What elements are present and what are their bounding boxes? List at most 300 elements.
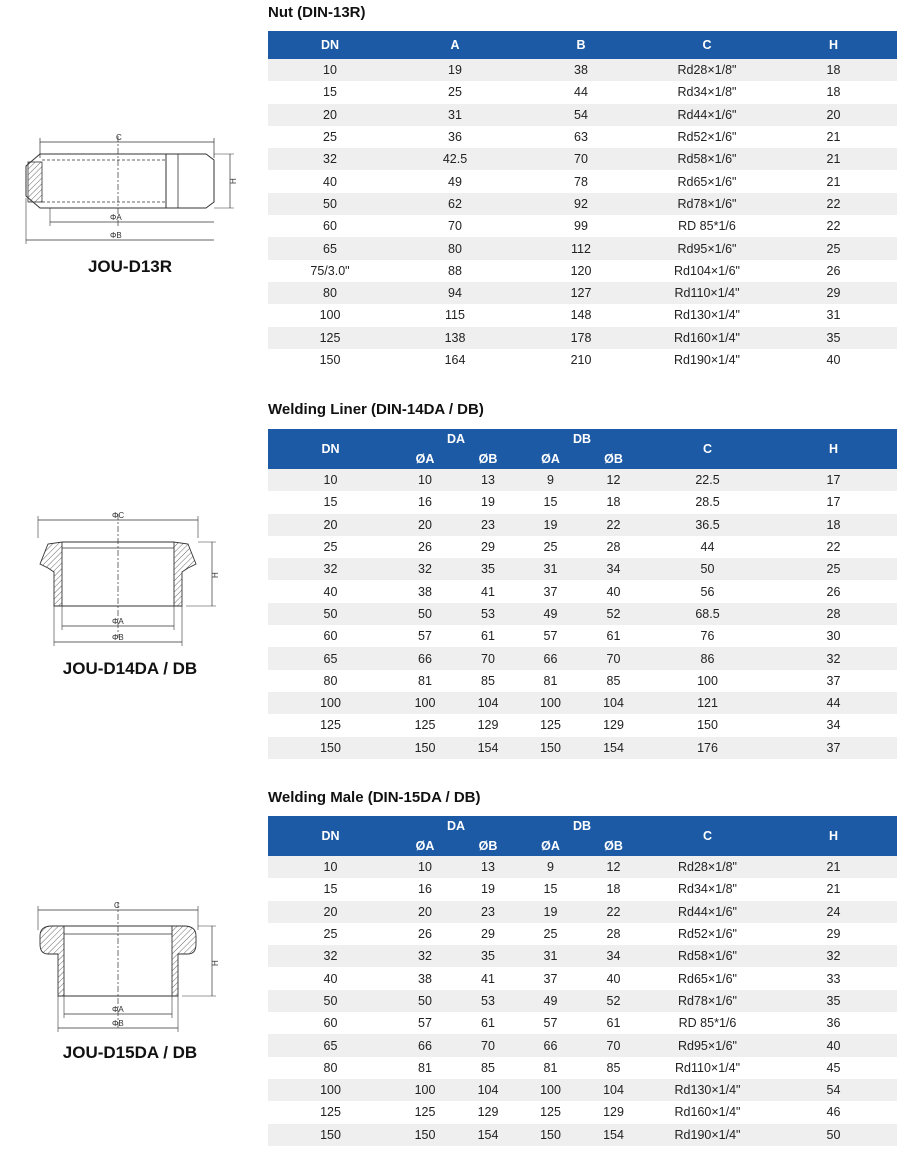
male-table-cell: 154 <box>457 1124 519 1146</box>
liner-table-row <box>268 670 897 692</box>
liner-table-cell: 100 <box>268 692 393 714</box>
nut-table-cell: 31 <box>826 308 841 323</box>
liner-table-cell: 32 <box>268 558 393 580</box>
male-table-cell: 50 <box>770 1124 897 1146</box>
male-part-label: JOU-D15DA / DB <box>62 1043 198 1062</box>
liner-table-cell: 40 <box>606 584 621 599</box>
male-col-da-oa: ØA <box>393 836 457 856</box>
male-dim-c-label: C <box>114 901 120 910</box>
liner-dim-b-label: ΦB <box>112 633 124 642</box>
liner-table-row <box>268 469 897 491</box>
liner-table-cell: 13 <box>457 469 519 491</box>
liner-table-cell: 60 <box>323 629 338 644</box>
male-table-cell: 66 <box>393 1034 457 1056</box>
liner-table-cell: 23 <box>457 514 519 536</box>
male-table-cell: 150 <box>519 1124 582 1146</box>
male-table-row <box>268 901 897 923</box>
liner-table-cell: 34 <box>582 558 645 580</box>
nut-table-row <box>268 304 897 326</box>
liner-table-cell: 70 <box>582 647 645 669</box>
liner-table-cell: 121 <box>645 692 770 714</box>
nut-table-cell: 32 <box>268 148 392 170</box>
liner-table-cell: 22 <box>582 514 645 536</box>
male-table-cell: 31 <box>519 945 582 967</box>
liner-table-cell: 85 <box>606 673 621 688</box>
liner-table-cell: 32 <box>393 558 457 580</box>
liner-dim-a-label: ΦA <box>112 617 124 626</box>
male-table-cell: 28 <box>606 927 621 942</box>
liner-table-row <box>268 514 897 536</box>
liner-table-cell: 44 <box>770 692 897 714</box>
liner-table-cell: 25 <box>770 558 897 580</box>
male-table-cell: 34 <box>582 945 645 967</box>
liner-table-cell: 150 <box>268 737 393 759</box>
liner-table-cell: 52 <box>582 603 645 625</box>
nut-table-cell: 18 <box>826 85 841 100</box>
male-table-cell: 150 <box>393 1124 457 1146</box>
nut-table-cell: Rd58×1/6" <box>644 148 770 170</box>
liner-col-da: DA <box>393 429 519 449</box>
liner-table-cell: 30 <box>826 629 841 644</box>
nut-table-cell: 150 <box>319 353 341 367</box>
nut-table-row <box>268 327 897 349</box>
male-table-cell: 21 <box>826 882 841 897</box>
liner-table-cell: 81 <box>418 673 432 688</box>
liner-table-row <box>268 491 897 513</box>
male-table-cell: Rd58×1/6" <box>645 945 770 967</box>
nut-part-label: JOU-D13R <box>87 257 173 276</box>
male-table-cell: 10 <box>268 856 393 878</box>
nut-table-cell: 18 <box>770 59 897 81</box>
nut-table-cell: 78 <box>574 174 588 189</box>
male-table-row <box>268 1012 897 1034</box>
liner-table-cell: 9 <box>519 469 582 491</box>
male-table-cell: 125 <box>414 1105 436 1120</box>
nut-table-cell: 26 <box>826 263 841 278</box>
liner-table-cell: 125 <box>414 718 436 733</box>
nut-table-cell: 36 <box>448 130 462 145</box>
male-col-dn: DN <box>268 816 393 856</box>
male-table-cell: 85 <box>606 1060 621 1075</box>
nut-table-row <box>268 260 897 282</box>
male-table-cell: 65 <box>268 1034 393 1056</box>
liner-table-cell: 154 <box>457 737 519 759</box>
liner-table-cell: 20 <box>393 514 457 536</box>
male-table-cell: 100 <box>393 1079 457 1101</box>
male-table-cell: 54 <box>770 1079 897 1101</box>
liner-table-cell: 80 <box>323 673 338 688</box>
nut-table-cell: 115 <box>445 308 465 323</box>
liner-table-cell: 17 <box>826 495 841 510</box>
nut-table-cell: 54 <box>518 104 644 126</box>
liner-table-cell: 176 <box>645 737 770 759</box>
male-table-row <box>268 990 897 1012</box>
liner-table-cell: 53 <box>457 603 519 625</box>
nut-table-cell: 10 <box>268 59 392 81</box>
male-table-cell: 100 <box>519 1079 582 1101</box>
male-table-cell: 40 <box>606 971 621 986</box>
liner-table-cell: 61 <box>606 629 621 644</box>
liner-col-db-ob: ØB <box>582 449 645 469</box>
male-table-cell: 21 <box>770 856 897 878</box>
male-table-cell: 33 <box>826 971 841 986</box>
nut-table-cell: Rd44×1/6" <box>644 104 770 126</box>
nut-table-cell: 112 <box>518 237 644 259</box>
nut-table-cell: Rd110×1/4" <box>644 282 770 304</box>
nut-table-cell: 80 <box>268 282 392 304</box>
male-table-cell: 70 <box>582 1034 645 1056</box>
nut-table-cell: 125 <box>268 327 392 349</box>
liner-table-cell: 50 <box>268 603 393 625</box>
male-table-cell: 25 <box>323 927 338 942</box>
nut-table-cell: 40 <box>323 174 337 189</box>
liner-col-db: DB <box>519 429 645 449</box>
nut-table-cell: 15 <box>323 85 337 100</box>
nut-table-cell: 65 <box>268 237 392 259</box>
nut-table-cell: 21 <box>826 130 841 145</box>
nut-table-cell: 20 <box>268 104 392 126</box>
nut-table-cell: 70 <box>518 148 644 170</box>
nut-dim-b-label: ΦB <box>110 231 122 240</box>
male-table-cell: 61 <box>606 1016 621 1031</box>
nut-table-cell: 138 <box>392 327 518 349</box>
male-table-cell: 85 <box>481 1060 495 1075</box>
liner-table-cell: 32 <box>770 647 897 669</box>
liner-table-cell: 10 <box>393 469 457 491</box>
nut-table-cell: 44 <box>574 85 588 100</box>
male-table-cell: Rd44×1/6" <box>645 901 770 923</box>
liner-table-cell: 25 <box>543 540 558 555</box>
male-table-cell: 10 <box>393 856 457 878</box>
liner-table-cell: 100 <box>519 692 582 714</box>
liner-table-cell: 40 <box>323 584 338 599</box>
male-table-cell: 19 <box>481 882 495 897</box>
male-col-h: H <box>770 816 897 856</box>
male-table-cell: 129 <box>603 1105 624 1120</box>
nut-table-cell: 99 <box>574 219 588 234</box>
male-section-title: Welding Male (DIN-15DA / DB) <box>268 789 481 806</box>
male-table-cell: 57 <box>418 1016 432 1031</box>
male-col-c: C <box>645 816 770 856</box>
nut-table-cell: 25 <box>770 237 897 259</box>
nut-table-cell: Rd160×1/4" <box>644 327 770 349</box>
liner-dim-c-label: ΦC <box>112 511 125 520</box>
male-table-cell: 9 <box>519 856 582 878</box>
nut-table-row <box>268 59 897 81</box>
liner-table-cell: 19 <box>481 495 495 510</box>
nut-table-cell: RD 85*1/6 <box>678 219 736 234</box>
liner-col-h: H <box>770 429 897 469</box>
liner-table-cell: 29 <box>481 540 495 555</box>
nut-table-cell: 31 <box>392 104 518 126</box>
liner-table-cell: 31 <box>519 558 582 580</box>
male-table-cell: Rd130×1/4" <box>645 1079 770 1101</box>
nut-table-cell: 120 <box>570 263 592 278</box>
liner-table-cell: 154 <box>582 737 645 759</box>
nut-table-cell: 22 <box>826 219 841 234</box>
liner-table-cell: 37 <box>770 737 897 759</box>
male-table-cell: 36 <box>826 1016 841 1031</box>
male-table-row <box>268 1124 897 1146</box>
nut-table-cell: 100 <box>319 308 341 323</box>
nut-table-cell: 35 <box>770 327 897 349</box>
liner-table-cell: 66 <box>519 647 582 669</box>
male-table-cell: 57 <box>543 1016 558 1031</box>
male-table-cell: 154 <box>582 1124 645 1146</box>
male-table-cell: 150 <box>268 1124 393 1146</box>
nut-table-row <box>268 170 897 192</box>
male-table-cell: 104 <box>457 1079 519 1101</box>
nut-table-cell: 164 <box>444 353 466 367</box>
nut-dim-a-label: ΦA <box>110 213 122 222</box>
nut-table-row <box>268 349 897 371</box>
male-table-row <box>268 1057 897 1079</box>
nut-table-cell: 80 <box>392 237 518 259</box>
nut-drawing <box>18 128 248 248</box>
liner-table-cell: 81 <box>543 673 558 688</box>
liner-table-cell: 26 <box>826 584 841 599</box>
liner-table-cell: 125 <box>320 718 341 733</box>
liner-col-dn: DN <box>268 429 393 469</box>
male-table-cell: 45 <box>826 1060 841 1075</box>
nut-table-cell: 21 <box>826 174 841 189</box>
liner-table-cell: 50 <box>393 603 457 625</box>
nut-table-cell: Rd95×1/6" <box>644 237 770 259</box>
liner-table-cell: 61 <box>481 629 495 644</box>
male-table-cell: Rd78×1/6" <box>645 990 770 1012</box>
male-table-cell: Rd65×1/6" <box>678 971 737 986</box>
male-table-row <box>268 856 897 878</box>
liner-section-title: Welding Liner (DIN-14DA / DB) <box>268 401 484 418</box>
nut-table-cell: 178 <box>518 327 644 349</box>
male-col-db: DB <box>519 816 645 836</box>
male-table-cell: 32 <box>268 945 393 967</box>
male-col-db-ob: ØB <box>582 836 645 856</box>
nut-table-cell: 127 <box>518 282 644 304</box>
male-col-da: DA <box>393 816 519 836</box>
liner-table-cell: 20 <box>268 514 393 536</box>
male-table-cell: 19 <box>519 901 582 923</box>
liner-table-cell: 150 <box>393 737 457 759</box>
liner-dim-h-label: H <box>211 572 220 578</box>
nut-table-cell: 25 <box>323 130 337 145</box>
nut-dim-h-label: H <box>229 178 238 184</box>
male-table-cell: 29 <box>826 927 841 942</box>
nut-col-a: A <box>392 31 518 59</box>
liner-table-cell: 50 <box>645 558 770 580</box>
liner-table-row <box>268 625 897 647</box>
nut-table-cell: 70 <box>448 219 462 234</box>
liner-table-row <box>268 558 897 580</box>
nut-table-cell: 38 <box>518 59 644 81</box>
liner-table-row <box>268 647 897 669</box>
liner-table-row <box>268 603 897 625</box>
liner-table-cell: 28 <box>606 540 621 555</box>
male-table-cell: 15 <box>323 882 338 897</box>
male-table-cell: 13 <box>457 856 519 878</box>
male-table-cell: RD 85*1/6 <box>678 1016 737 1031</box>
nut-table-cell: 50 <box>268 193 392 215</box>
nut-table-row <box>268 237 897 259</box>
male-table-cell: 46 <box>826 1105 841 1120</box>
male-table-row <box>268 945 897 967</box>
liner-table-cell: 150 <box>519 737 582 759</box>
liner-drawing <box>26 508 226 648</box>
liner-table-cell: 34 <box>826 718 841 733</box>
nut-table-cell: 148 <box>570 308 592 323</box>
male-table-cell: Rd34×1/8" <box>678 882 737 897</box>
male-table-cell: 20 <box>393 901 457 923</box>
nut-table-cell: 88 <box>448 263 462 278</box>
male-table-cell: 12 <box>582 856 645 878</box>
liner-table-cell: 25 <box>323 540 338 555</box>
male-table <box>268 816 897 1146</box>
liner-table-cell: 18 <box>606 495 621 510</box>
male-table-cell: 53 <box>457 990 519 1012</box>
nut-table-cell: 25 <box>448 85 462 100</box>
liner-table-cell: 70 <box>457 647 519 669</box>
male-col-da-ob: ØB <box>457 836 519 856</box>
liner-table-cell: 28.5 <box>695 495 720 510</box>
male-table-cell: 66 <box>519 1034 582 1056</box>
nut-table-cell: 92 <box>518 193 644 215</box>
liner-part-label: JOU-D14DA / DB <box>62 659 198 678</box>
nut-table-cell: 29 <box>770 282 897 304</box>
male-table-cell: 16 <box>418 882 432 897</box>
liner-table-cell: 22 <box>826 540 841 555</box>
male-table-cell: Rd190×1/4" <box>645 1124 770 1146</box>
male-table-cell: 52 <box>582 990 645 1012</box>
liner-table-cell: 17 <box>770 469 897 491</box>
nut-table-cell: 60 <box>323 219 337 234</box>
male-table-cell: 49 <box>519 990 582 1012</box>
liner-table-cell: 66 <box>393 647 457 669</box>
male-drawing <box>26 896 226 1036</box>
liner-col-da-oa: ØA <box>393 449 457 469</box>
liner-table-cell: 19 <box>519 514 582 536</box>
nut-table-row <box>268 126 897 148</box>
male-table-cell: 40 <box>770 1034 897 1056</box>
liner-table-row <box>268 692 897 714</box>
nut-col-h: H <box>770 31 897 59</box>
nut-col-b: B <box>518 31 644 59</box>
male-table-row <box>268 1079 897 1101</box>
liner-table-row <box>268 580 897 602</box>
nut-table-cell: Rd34×1/8" <box>677 85 737 100</box>
male-table-row <box>268 967 897 989</box>
male-table-cell: 129 <box>477 1105 499 1120</box>
male-table-cell: 61 <box>481 1016 495 1031</box>
male-table-cell: 15 <box>543 882 558 897</box>
nut-table-row <box>268 282 897 304</box>
liner-table-cell: 37 <box>826 673 841 688</box>
male-table-cell: 32 <box>393 945 457 967</box>
male-table-cell: 50 <box>268 990 393 1012</box>
nut-table-cell: 63 <box>574 130 588 145</box>
liner-col-c: C <box>645 429 770 469</box>
liner-table-cell: 36.5 <box>645 514 770 536</box>
male-table-cell: 100 <box>268 1079 393 1101</box>
liner-table-row <box>268 737 897 759</box>
male-table-cell: 24 <box>770 901 897 923</box>
liner-table-cell: 57 <box>418 629 432 644</box>
liner-table-cell: 22.5 <box>645 469 770 491</box>
nut-table-cell: 40 <box>826 353 841 367</box>
liner-table-cell: 26 <box>418 540 432 555</box>
liner-table-cell: 56 <box>700 584 715 599</box>
male-table-cell: 26 <box>418 927 432 942</box>
nut-table <box>268 31 897 371</box>
liner-table-cell: 129 <box>603 718 624 733</box>
nut-table-cell: Rd28×1/8" <box>644 59 770 81</box>
male-table-cell: 35 <box>770 990 897 1012</box>
liner-table-cell: 28 <box>770 603 897 625</box>
liner-table-cell: 76 <box>700 629 715 644</box>
nut-table-cell: Rd65×1/6" <box>677 174 737 189</box>
male-table-row <box>268 923 897 945</box>
liner-table-cell: 35 <box>457 558 519 580</box>
liner-table-cell: 15 <box>543 495 558 510</box>
nut-table-cell: 94 <box>392 282 518 304</box>
nut-table-cell: Rd52×1/6" <box>677 130 737 145</box>
liner-table-cell: 41 <box>481 584 495 599</box>
male-table-cell: 32 <box>770 945 897 967</box>
male-table-cell: 70 <box>457 1034 519 1056</box>
nut-table-cell: 49 <box>448 174 462 189</box>
nut-table-cell: Rd104×1/6" <box>674 263 740 278</box>
male-table-cell: 37 <box>543 971 558 986</box>
nut-section-title: Nut (DIN-13R) <box>268 4 366 21</box>
nut-table-row <box>268 215 897 237</box>
male-table-cell: 23 <box>457 901 519 923</box>
liner-table-cell: 38 <box>418 584 432 599</box>
male-table-cell: 81 <box>543 1060 558 1075</box>
male-table-cell: 60 <box>323 1016 338 1031</box>
male-dim-a-label: ΦA <box>112 1005 124 1014</box>
liner-table-cell: 100 <box>697 673 718 688</box>
male-table-row <box>268 878 897 900</box>
liner-table-cell: 10 <box>268 469 393 491</box>
liner-table-cell: 85 <box>481 673 495 688</box>
male-table-cell: 104 <box>582 1079 645 1101</box>
male-table-cell: Rd95×1/6" <box>645 1034 770 1056</box>
male-table-cell: 81 <box>418 1060 432 1075</box>
nut-table-cell: 19 <box>392 59 518 81</box>
male-table-cell: 20 <box>268 901 393 923</box>
liner-table-row <box>268 536 897 558</box>
liner-table-cell: 129 <box>477 718 499 733</box>
nut-col-dn: DN <box>268 31 392 59</box>
male-table-cell: Rd28×1/8" <box>645 856 770 878</box>
male-table-cell: 41 <box>481 971 495 986</box>
male-table-cell: 50 <box>393 990 457 1012</box>
nut-table-cell: 42.5 <box>392 148 518 170</box>
male-table-row <box>268 1034 897 1056</box>
nut-table-cell: Rd130×1/4" <box>674 308 740 323</box>
liner-col-da-ob: ØB <box>457 449 519 469</box>
male-table-cell: 40 <box>323 971 338 986</box>
liner-table-cell: 150 <box>697 718 718 733</box>
liner-table <box>268 429 897 759</box>
male-table-cell: 29 <box>481 927 495 942</box>
nut-table-row <box>268 104 897 126</box>
nut-table-cell: 20 <box>770 104 897 126</box>
liner-table-cell: 44 <box>700 540 715 555</box>
male-table-cell: 18 <box>606 882 621 897</box>
male-table-cell: Rd160×1/4" <box>674 1105 741 1120</box>
nut-table-cell: 62 <box>392 193 518 215</box>
male-table-cell: Rd52×1/6" <box>678 927 737 942</box>
